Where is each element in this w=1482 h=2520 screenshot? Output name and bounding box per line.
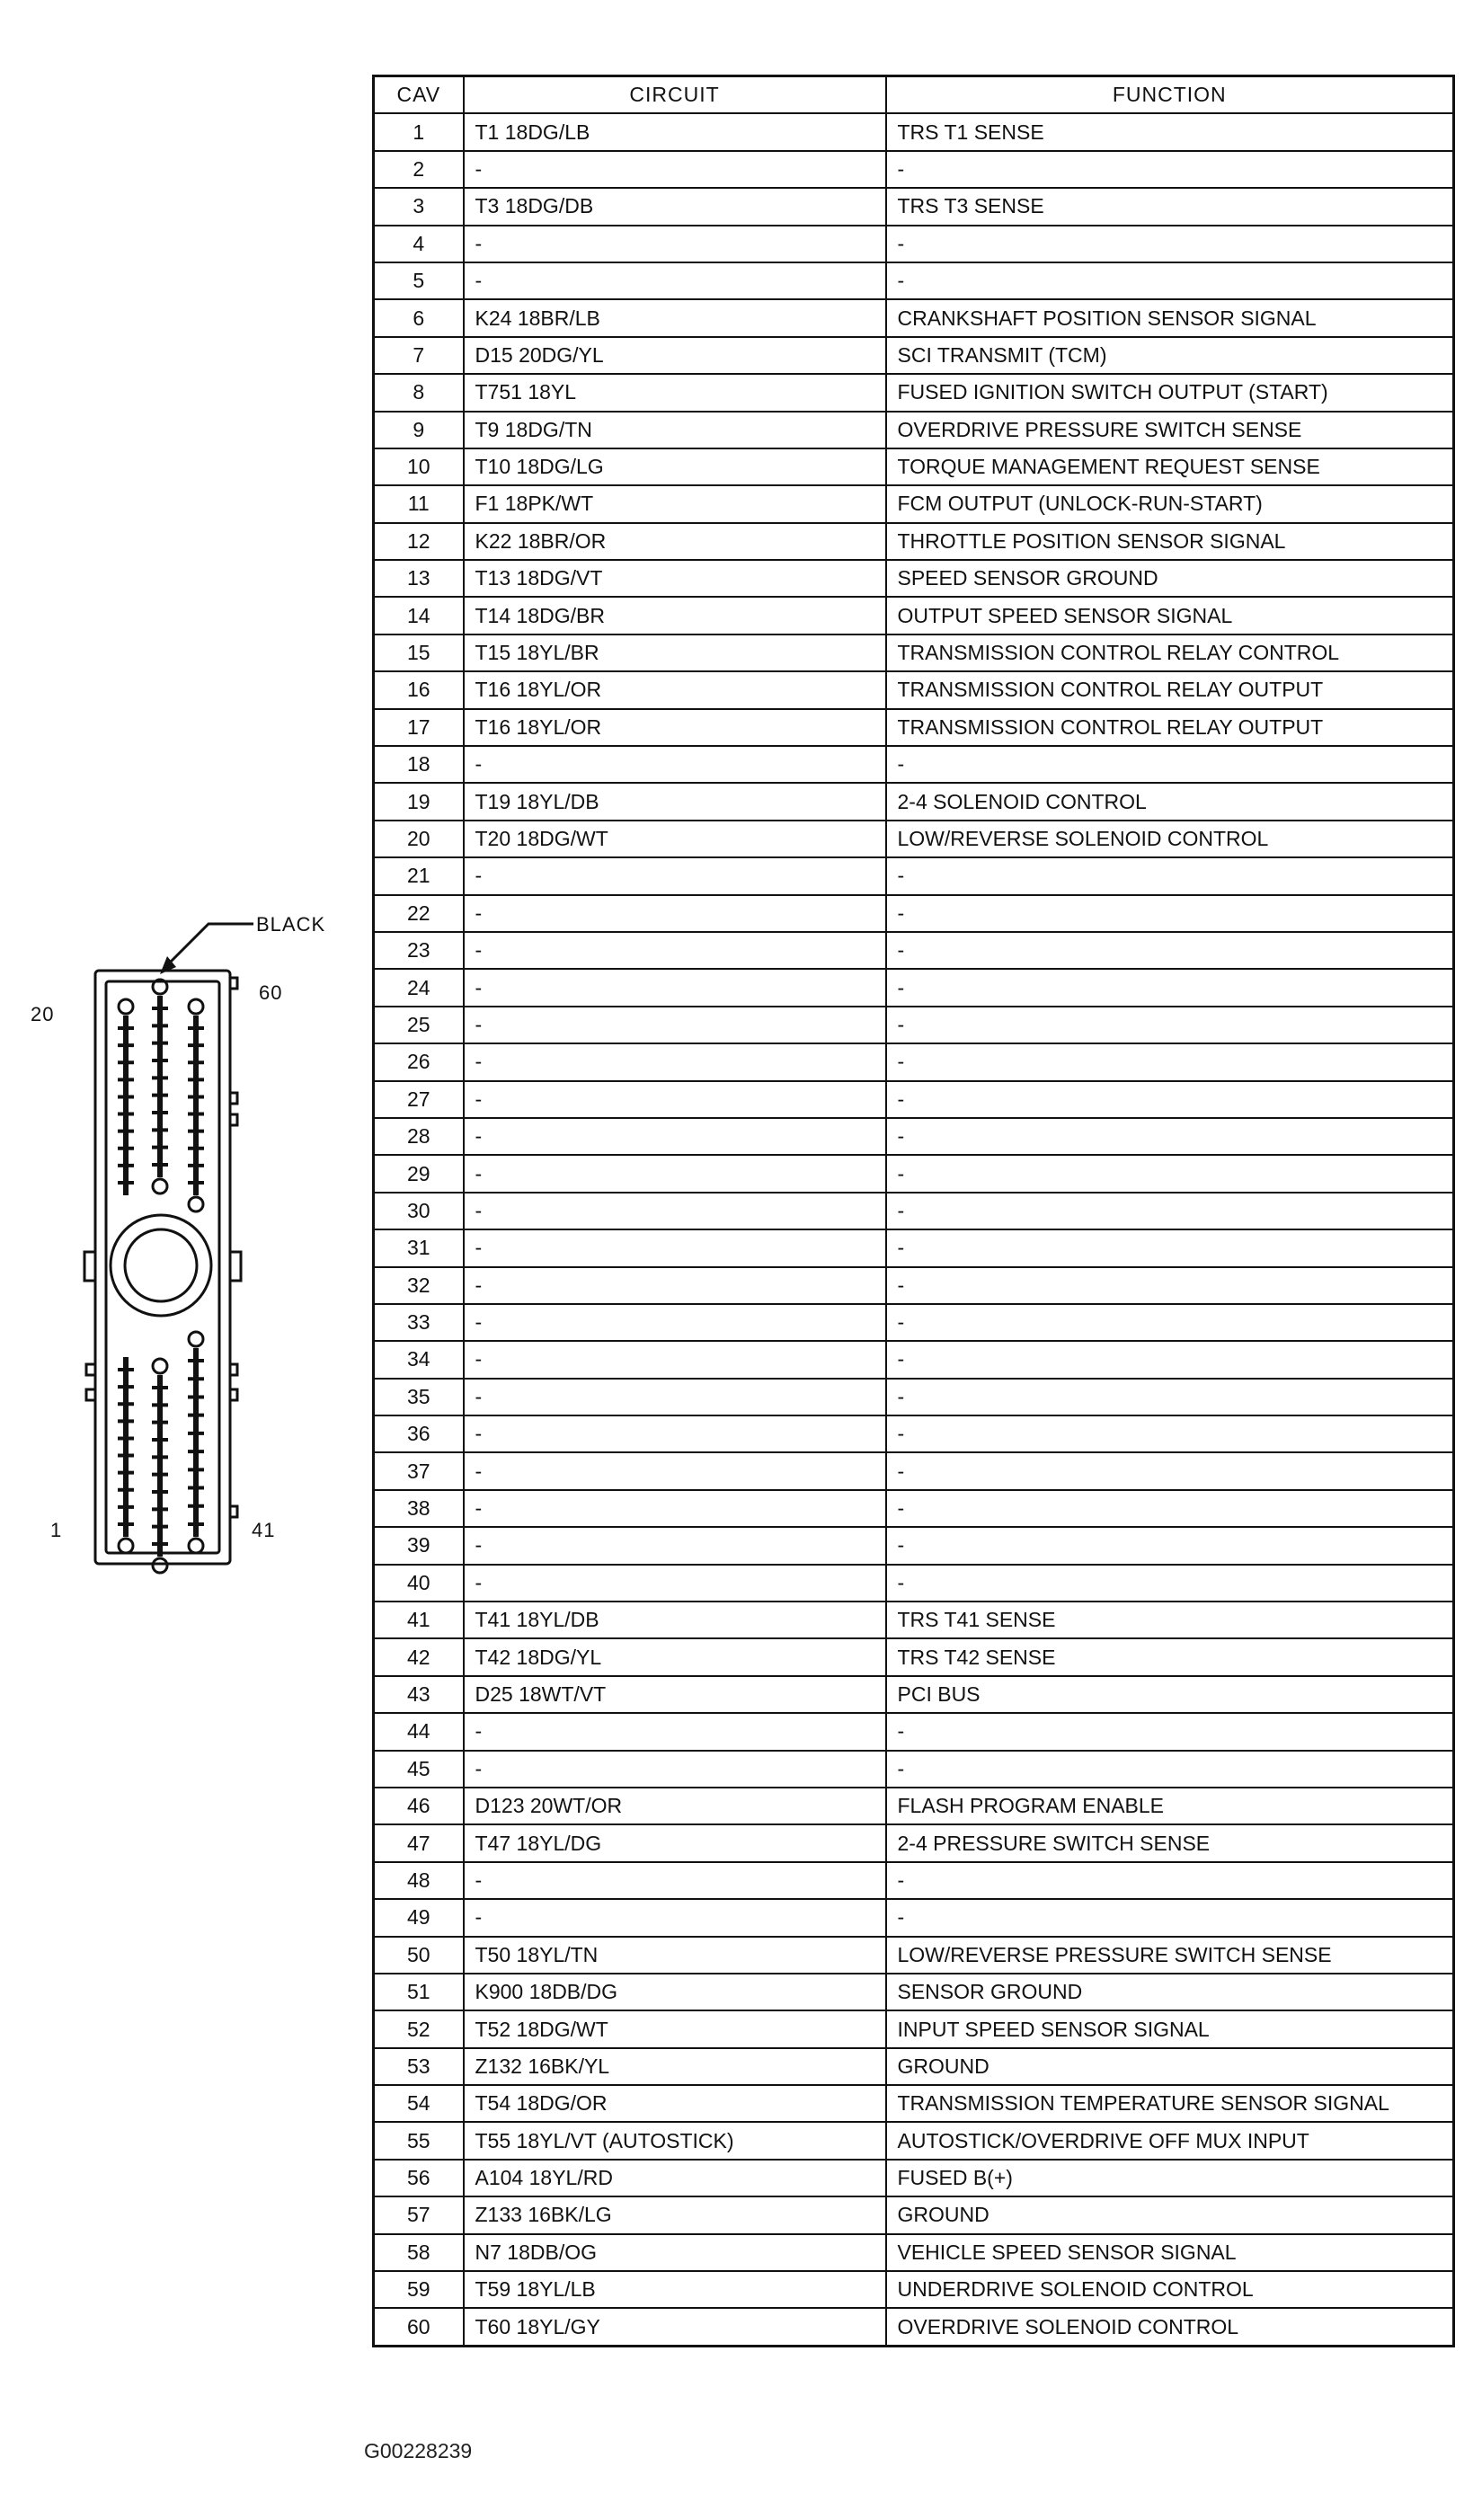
table-row — [374, 2010, 1454, 2047]
function-cell: - — [886, 1899, 1454, 1936]
function-cell: - — [886, 1452, 1454, 1489]
function-cell: FUSED B(+) — [886, 2160, 1454, 2196]
table-row — [374, 2122, 1454, 2159]
circuit-cell: T55 18YL/VT (AUTOSTICK) — [464, 2122, 886, 2159]
pin-column-lower-left — [118, 1357, 134, 1553]
circuit-cell: T52 18DG/WT — [464, 2010, 886, 2047]
cav-cell: 32 — [374, 1267, 464, 1304]
circuit-cell: T13 18DG/VT — [464, 560, 886, 597]
circuit-cell: T751 18YL — [464, 374, 886, 411]
cav-cell: 42 — [374, 1638, 464, 1675]
table-row — [374, 1751, 1454, 1788]
cav-cell: 9 — [374, 412, 464, 448]
circuit-cell: A104 18YL/RD — [464, 2160, 886, 2196]
circuit-cell: K900 18DB/DG — [464, 1974, 886, 2010]
pin-label-top-left: 20 — [31, 1003, 55, 1025]
circuit-cell: - — [464, 1490, 886, 1527]
function-cell: INPUT SPEED SENSOR SIGNAL — [886, 2010, 1454, 2047]
table-row — [374, 2085, 1454, 2122]
function-cell: GROUND — [886, 2196, 1454, 2233]
circuit-cell: - — [464, 1899, 886, 1936]
cav-cell: 35 — [374, 1379, 464, 1415]
cav-cell: 26 — [374, 1043, 464, 1080]
function-cell: - — [886, 1304, 1454, 1341]
table-row — [374, 337, 1454, 374]
table-row — [374, 1565, 1454, 1602]
pin-column-upper-center — [152, 980, 168, 1193]
cav-cell: 39 — [374, 1527, 464, 1564]
circuit-cell: - — [464, 1751, 886, 1788]
circuit-cell: T54 18DG/OR — [464, 2085, 886, 2122]
cav-cell: 13 — [374, 560, 464, 597]
pin-label-top-right: 60 — [259, 981, 283, 1004]
function-cell: SCI TRANSMIT (TCM) — [886, 337, 1454, 374]
table-row — [374, 1788, 1454, 1824]
header-function: FUNCTION — [886, 76, 1454, 114]
function-cell: - — [886, 1193, 1454, 1229]
cav-cell: 14 — [374, 597, 464, 634]
cav-cell: 4 — [374, 226, 464, 262]
table-row — [374, 1415, 1454, 1452]
function-cell: - — [886, 1229, 1454, 1266]
circuit-cell: - — [464, 1415, 886, 1452]
circuit-cell: T47 18YL/DG — [464, 1824, 886, 1861]
cav-cell: 43 — [374, 1676, 464, 1713]
table-row — [374, 1602, 1454, 1638]
circuit-cell: - — [464, 969, 886, 1006]
circuit-cell: D15 20DG/YL — [464, 337, 886, 374]
circuit-cell: - — [464, 1155, 886, 1192]
cav-cell: 17 — [374, 709, 464, 746]
cav-cell: 47 — [374, 1824, 464, 1861]
circuit-cell: - — [464, 1565, 886, 1602]
function-cell: - — [886, 746, 1454, 783]
table-row — [374, 1379, 1454, 1415]
table-row — [374, 1490, 1454, 1527]
table-row — [374, 1081, 1454, 1118]
table-row — [374, 746, 1454, 783]
circuit-cell: T10 18DG/LG — [464, 448, 886, 485]
circuit-cell: - — [464, 1304, 886, 1341]
circuit-cell: T9 18DG/TN — [464, 412, 886, 448]
function-cell: - — [886, 1565, 1454, 1602]
table-row — [374, 2234, 1454, 2271]
cav-cell: 19 — [374, 783, 464, 820]
cav-cell: 46 — [374, 1788, 464, 1824]
table-row — [374, 1229, 1454, 1266]
function-cell: TORQUE MANAGEMENT REQUEST SENSE — [886, 448, 1454, 485]
table-row — [374, 895, 1454, 932]
cav-cell: 24 — [374, 969, 464, 1006]
function-cell: VEHICLE SPEED SENSOR SIGNAL — [886, 2234, 1454, 2271]
table-row — [374, 709, 1454, 746]
cav-cell: 3 — [374, 188, 464, 225]
function-cell: - — [886, 1527, 1454, 1564]
table-row — [374, 2048, 1454, 2085]
cav-cell: 54 — [374, 2085, 464, 2122]
connector-diagram — [0, 881, 359, 1600]
cav-cell: 34 — [374, 1341, 464, 1378]
table-row — [374, 188, 1454, 225]
circuit-cell: - — [464, 151, 886, 188]
function-cell: - — [886, 1081, 1454, 1118]
table-row — [374, 969, 1454, 1006]
circuit-cell: - — [464, 226, 886, 262]
table-row — [374, 113, 1454, 150]
function-cell: TRS T41 SENSE — [886, 1602, 1454, 1638]
cav-cell: 51 — [374, 1974, 464, 2010]
cav-cell: 49 — [374, 1899, 464, 1936]
circuit-cell: N7 18DB/OG — [464, 2234, 886, 2271]
cav-cell: 60 — [374, 2308, 464, 2346]
table-row — [374, 1118, 1454, 1155]
function-cell: LOW/REVERSE PRESSURE SWITCH SENSE — [886, 1937, 1454, 1974]
table-row — [374, 1155, 1454, 1192]
function-cell: - — [886, 932, 1454, 969]
cav-cell: 11 — [374, 485, 464, 522]
circuit-cell: - — [464, 1379, 886, 1415]
table-row — [374, 485, 1454, 522]
pin-label-bottom-right: 41 — [252, 1519, 276, 1541]
function-cell: FUSED IGNITION SWITCH OUTPUT (START) — [886, 374, 1454, 411]
function-cell: - — [886, 1713, 1454, 1750]
function-cell: OVERDRIVE SOLENOID CONTROL — [886, 2308, 1454, 2346]
cav-cell: 6 — [374, 299, 464, 336]
cav-cell: 58 — [374, 2234, 464, 2271]
circuit-cell: T14 18DG/BR — [464, 597, 886, 634]
circuit-cell: K22 18BR/OR — [464, 523, 886, 560]
table-row — [374, 821, 1454, 857]
circuit-cell: T42 18DG/YL — [464, 1638, 886, 1675]
table-row — [374, 1824, 1454, 1861]
function-cell: TRANSMISSION CONTROL RELAY OUTPUT — [886, 671, 1454, 708]
circuit-cell: F1 18PK/WT — [464, 485, 886, 522]
function-cell: - — [886, 1490, 1454, 1527]
cav-cell: 33 — [374, 1304, 464, 1341]
pin-label-bottom-left: 1 — [50, 1519, 63, 1541]
circuit-cell: D25 18WT/VT — [464, 1676, 886, 1713]
function-cell: CRANKSHAFT POSITION SENSOR SIGNAL — [886, 299, 1454, 336]
cav-cell: 37 — [374, 1452, 464, 1489]
table-row — [374, 374, 1454, 411]
circuit-cell: - — [464, 1713, 886, 1750]
pin-column-upper-left — [118, 999, 134, 1195]
circuit-cell: T41 18YL/DB — [464, 1602, 886, 1638]
function-cell: SENSOR GROUND — [886, 1974, 1454, 2010]
table-row — [374, 151, 1454, 188]
pin-column-lower-right — [188, 1332, 204, 1553]
table-row — [374, 2308, 1454, 2346]
circuit-cell: T3 18DG/DB — [464, 188, 886, 225]
function-cell: - — [886, 151, 1454, 188]
function-cell: TRANSMISSION TEMPERATURE SENSOR SIGNAL — [886, 2085, 1454, 2122]
table-row — [374, 262, 1454, 299]
cav-cell: 1 — [374, 113, 464, 150]
circuit-cell: - — [464, 1229, 886, 1266]
function-cell: - — [886, 1267, 1454, 1304]
circuit-cell: - — [464, 1267, 886, 1304]
header-cav: CAV — [374, 76, 464, 114]
circuit-cell: Z133 16BK/LG — [464, 2196, 886, 2233]
table-row — [374, 1899, 1454, 1936]
function-cell: - — [886, 1379, 1454, 1415]
cav-cell: 20 — [374, 821, 464, 857]
cav-cell: 41 — [374, 1602, 464, 1638]
function-cell: SPEED SENSOR GROUND — [886, 560, 1454, 597]
cav-cell: 18 — [374, 746, 464, 783]
circuit-cell: - — [464, 1341, 886, 1378]
cav-cell: 57 — [374, 2196, 464, 2233]
circuit-cell: - — [464, 1081, 886, 1118]
function-cell: AUTOSTICK/OVERDRIVE OFF MUX INPUT — [886, 2122, 1454, 2159]
function-cell: GROUND — [886, 2048, 1454, 2085]
circuit-cell: - — [464, 1118, 886, 1155]
pin-column-upper-right — [188, 999, 204, 1211]
function-cell: - — [886, 1118, 1454, 1155]
circuit-cell: - — [464, 1527, 886, 1564]
function-cell: OVERDRIVE PRESSURE SWITCH SENSE — [886, 412, 1454, 448]
function-cell: FCM OUTPUT (UNLOCK-RUN-START) — [886, 485, 1454, 522]
cav-cell: 29 — [374, 1155, 464, 1192]
table-row — [374, 2160, 1454, 2196]
function-cell: - — [886, 895, 1454, 932]
table-row — [374, 1341, 1454, 1378]
circuit-cell: - — [464, 1862, 886, 1899]
function-cell: 2-4 PRESSURE SWITCH SENSE — [886, 1824, 1454, 1861]
cav-cell: 5 — [374, 262, 464, 299]
table-row — [374, 1676, 1454, 1713]
table-row — [374, 1043, 1454, 1080]
function-cell: - — [886, 1751, 1454, 1788]
circuit-cell: T20 18DG/WT — [464, 821, 886, 857]
circuit-cell: T19 18YL/DB — [464, 783, 886, 820]
cav-cell: 2 — [374, 151, 464, 188]
function-cell: - — [886, 1862, 1454, 1899]
table-row — [374, 1007, 1454, 1043]
cav-cell: 48 — [374, 1862, 464, 1899]
circuit-cell: T50 18YL/TN — [464, 1937, 886, 1974]
function-cell: - — [886, 1155, 1454, 1192]
table-row — [374, 597, 1454, 634]
cav-cell: 52 — [374, 2010, 464, 2047]
table-row — [374, 523, 1454, 560]
circuit-cell: D123 20WT/OR — [464, 1788, 886, 1824]
function-cell: TRANSMISSION CONTROL RELAY CONTROL — [886, 634, 1454, 671]
header-circuit: CIRCUIT — [464, 76, 886, 114]
cav-cell: 36 — [374, 1415, 464, 1452]
cav-cell: 12 — [374, 523, 464, 560]
table-header-row — [374, 76, 1454, 114]
function-cell: 2-4 SOLENOID CONTROL — [886, 783, 1454, 820]
cav-cell: 25 — [374, 1007, 464, 1043]
table-row — [374, 560, 1454, 597]
cav-cell: 50 — [374, 1937, 464, 1974]
table-row — [374, 1862, 1454, 1899]
function-cell: PCI BUS — [886, 1676, 1454, 1713]
function-cell: - — [886, 969, 1454, 1006]
function-cell: OUTPUT SPEED SENSOR SIGNAL — [886, 597, 1454, 634]
cav-cell: 16 — [374, 671, 464, 708]
circuit-cell: Z132 16BK/YL — [464, 2048, 886, 2085]
table-row — [374, 1713, 1454, 1750]
cav-cell: 8 — [374, 374, 464, 411]
function-cell: - — [886, 262, 1454, 299]
circuit-cell: T16 18YL/OR — [464, 709, 886, 746]
table-row — [374, 783, 1454, 820]
table-row — [374, 1974, 1454, 2010]
circuit-cell: - — [464, 1007, 886, 1043]
circuit-cell: - — [464, 932, 886, 969]
cav-cell: 7 — [374, 337, 464, 374]
cav-cell: 59 — [374, 2271, 464, 2308]
cav-cell: 30 — [374, 1193, 464, 1229]
circuit-cell: - — [464, 857, 886, 894]
pinout-table — [372, 75, 1455, 2347]
table-row — [374, 857, 1454, 894]
table-row — [374, 932, 1454, 969]
table-row — [374, 2271, 1454, 2308]
cav-cell: 27 — [374, 1081, 464, 1118]
table-row — [374, 1304, 1454, 1341]
function-cell: TRS T3 SENSE — [886, 188, 1454, 225]
table-row — [374, 1638, 1454, 1675]
function-cell: TRS T1 SENSE — [886, 113, 1454, 150]
function-cell: TRS T42 SENSE — [886, 1638, 1454, 1675]
function-cell: FLASH PROGRAM ENABLE — [886, 1788, 1454, 1824]
circuit-cell: - — [464, 1193, 886, 1229]
function-cell: LOW/REVERSE SOLENOID CONTROL — [886, 821, 1454, 857]
circuit-cell: T16 18YL/OR — [464, 671, 886, 708]
cav-cell: 15 — [374, 634, 464, 671]
table-row — [374, 671, 1454, 708]
function-cell: UNDERDRIVE SOLENOID CONTROL — [886, 2271, 1454, 2308]
table-row — [374, 1452, 1454, 1489]
table-row — [374, 448, 1454, 485]
cav-cell: 56 — [374, 2160, 464, 2196]
circuit-cell: K24 18BR/LB — [464, 299, 886, 336]
pin-column-lower-center — [152, 1359, 168, 1573]
cav-cell: 55 — [374, 2122, 464, 2159]
connector-color-label: BLACK — [256, 913, 326, 936]
cav-cell: 45 — [374, 1751, 464, 1788]
function-cell: - — [886, 1007, 1454, 1043]
circuit-cell: - — [464, 895, 886, 932]
function-cell: - — [886, 226, 1454, 262]
table-row — [374, 2196, 1454, 2233]
circuit-cell: T15 18YL/BR — [464, 634, 886, 671]
figure-id: G00228239 — [364, 2439, 473, 2462]
cav-cell: 28 — [374, 1118, 464, 1155]
cav-cell: 38 — [374, 1490, 464, 1527]
cav-cell: 44 — [374, 1713, 464, 1750]
function-cell: - — [886, 857, 1454, 894]
circuit-cell: - — [464, 1043, 886, 1080]
table-row — [374, 1937, 1454, 1974]
cav-cell: 40 — [374, 1565, 464, 1602]
table-row — [374, 1527, 1454, 1564]
function-cell: - — [886, 1415, 1454, 1452]
table-row — [374, 226, 1454, 262]
circuit-cell: T1 18DG/LB — [464, 113, 886, 150]
circuit-cell: T59 18YL/LB — [464, 2271, 886, 2308]
cav-cell: 23 — [374, 932, 464, 969]
circuit-cell: - — [464, 746, 886, 783]
table-row — [374, 634, 1454, 671]
circuit-cell: T60 18YL/GY — [464, 2308, 886, 2346]
table-row — [374, 1267, 1454, 1304]
circuit-cell: - — [464, 262, 886, 299]
function-cell: - — [886, 1043, 1454, 1080]
cav-cell: 53 — [374, 2048, 464, 2085]
function-cell: THROTTLE POSITION SENSOR SIGNAL — [886, 523, 1454, 560]
cav-cell: 21 — [374, 857, 464, 894]
circuit-cell: - — [464, 1452, 886, 1489]
cav-cell: 10 — [374, 448, 464, 485]
table-row — [374, 299, 1454, 336]
function-cell: - — [886, 1341, 1454, 1378]
function-cell: TRANSMISSION CONTROL RELAY OUTPUT — [886, 709, 1454, 746]
table-row — [374, 1193, 1454, 1229]
table-row — [374, 412, 1454, 448]
cav-cell: 22 — [374, 895, 464, 932]
connector-drawing — [0, 881, 359, 1600]
cav-cell: 31 — [374, 1229, 464, 1266]
